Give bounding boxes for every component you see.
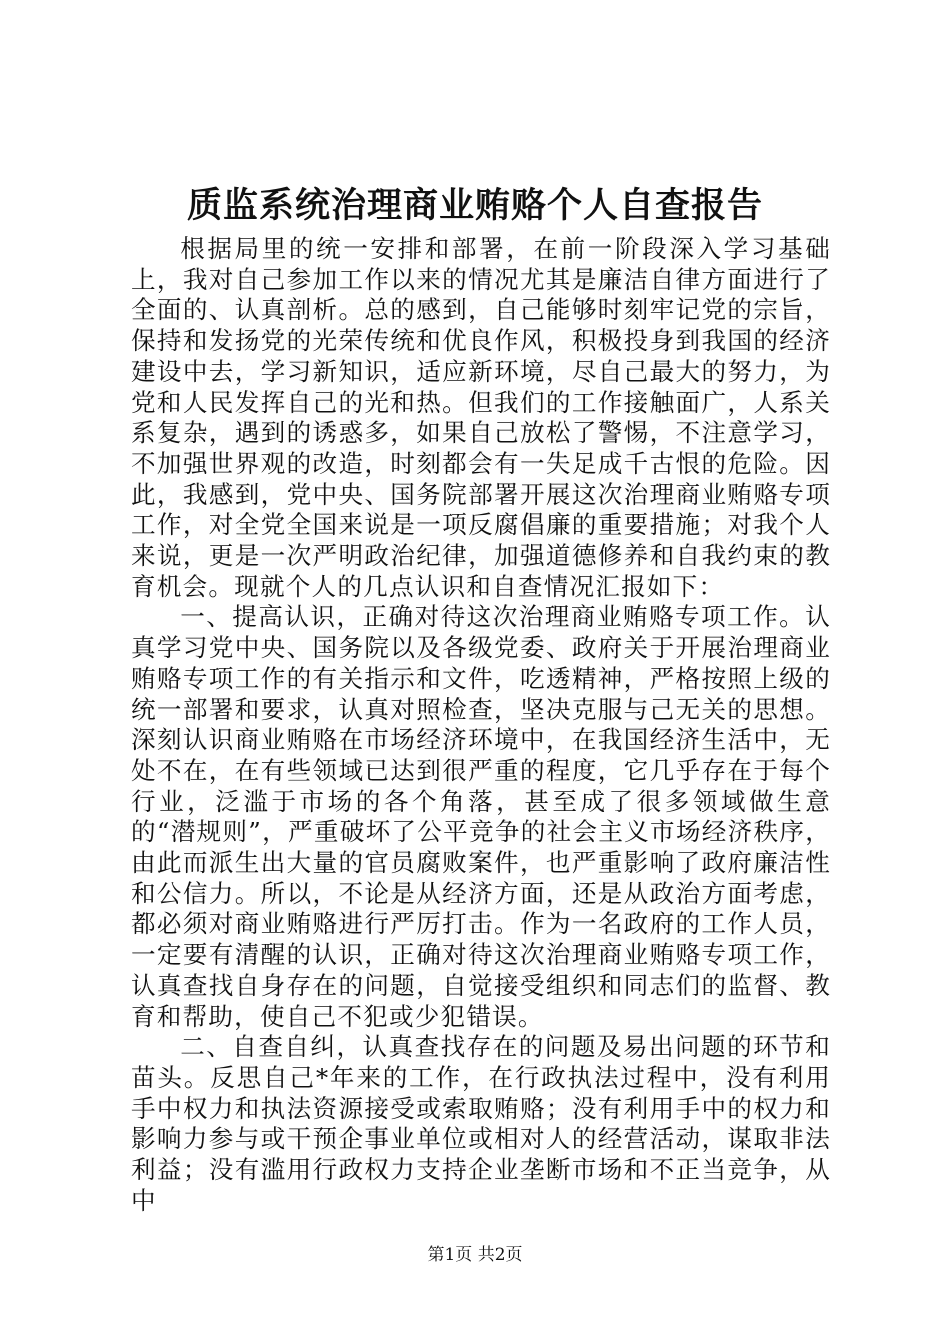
document-body [131, 234, 831, 1217]
paragraph-section-one: 一、提高认识，正确对待这次治理商业贿赂专项工作。认真学习党中央、国务院以及各级党委、政府关于开展治理商业贿赂专项工作的有关指示和文件，吃透精神，严格按照上级的统一部署和要求，认真对照检查，坚决克服与己无关的思想。深刻认识商业贿赂在市场经济环境中，在我国经济生活中，无处不在，在有些领域已达到很严重的程度，它几乎存在于每个行业，泛滥于市场的各个角落，甚至成了很多领域做生意的“潜规则”，严重破坏了公平竞争的社会主义市场经济秩序，由此而派生出大量的官员腐败案件，也严重影响了政府廉洁性和公信力。所以，不论是从经济方面，还是从政治方面考虑，都必须对商业贿赂进行严厉打击。作为一名政府的工作人员，一定要有清醒的认识，正确对待这次治理商业贿赂专项工作，认真查找自身存在的问题，自觉接受组织和同志们的监督、教育和帮助，使自己不犯或少犯错误。 [131, 602, 831, 1031]
paragraph-intro: 根据局里的统一安排和部署，在前一阶段深入学习基础上，我对自己参加工作以来的情况尤其是廉洁自律方面进行了全面的、认真剖析。总的感到，自己能够时刻牢记党的宗旨，保持和发扬党的光荣传统和优良作风，积极投身到我国的经济建设中去，学习新知识，适应新环境，尽自己最大的努力，为党和人民发挥自己的光和热。但我们的工作接触面广，人系关系复杂，遇到的诱惑多，如果自己放松了警惕，不注意学习，不加强世界观的改造，时刻都会有一失足成千古恨的危险。因此，我感到，党中央、国务院部署开展这次治理商业贿赂专项工作，对全党全国来说是一项反腐倡廉的重要措施；对我个人来说，更是一次严明政治纪律，加强道德修养和自我约束的教育机会。现就个人的几点认识和自查情况汇报如下： [131, 234, 831, 601]
page-number-footer: 第1页 共2页 [427, 1245, 523, 1265]
paragraph-section-two: 二、自查自纠，认真查找存在的问题及易出问题的环节和苗头。反思自己*年来的工作，在行政执法过程中，没有利用手中权力和执法资源接受或索取贿赂；没有利用手中的权力和影响力参与或干预企事业单位或相对人的经营活动，谋取非法利益；没有滥用行政权力支持企业垄断市场和不正当竞争，从中 [131, 1032, 831, 1215]
document-title: 质监系统治理商业贿赂个人自查报告 [186, 185, 763, 226]
